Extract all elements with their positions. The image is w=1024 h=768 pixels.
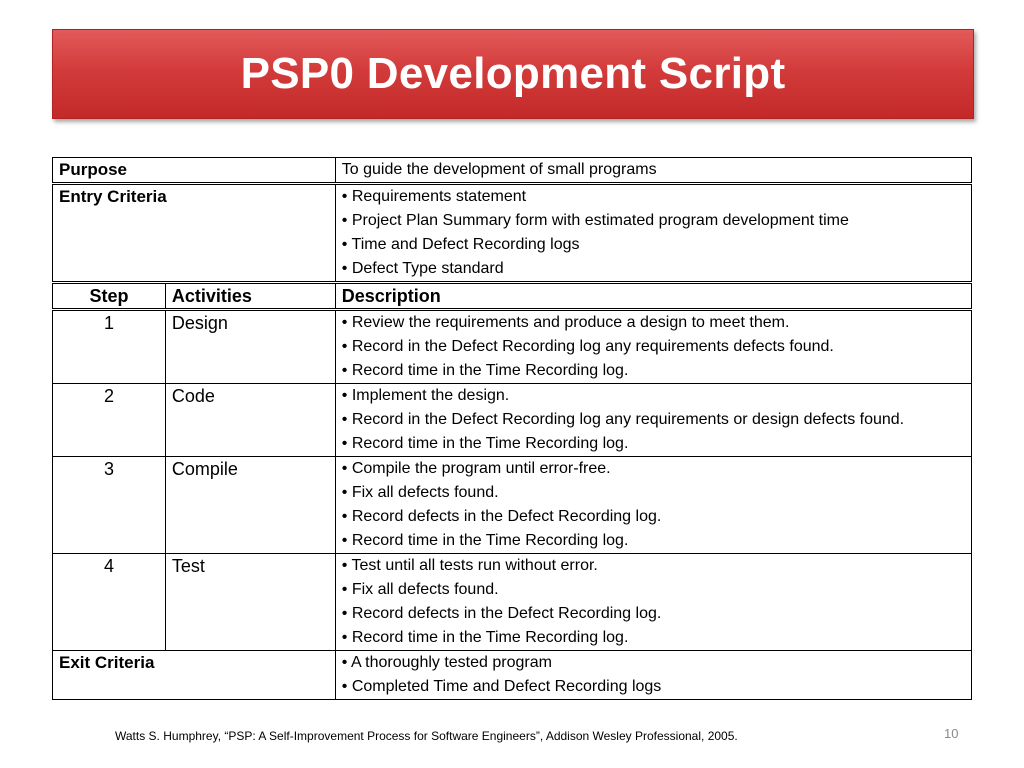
- list-item: • Time and Defect Recording logs: [342, 233, 965, 257]
- column-header-row: [53, 283, 972, 310]
- list-item: • Requirements statement: [342, 185, 965, 209]
- list-item: • Review the requirements and produce a design to meet them.: [342, 311, 965, 335]
- entry-criteria-label: Entry Criteria: [53, 184, 336, 283]
- entry-criteria-cell: [335, 184, 971, 283]
- list-item: • Record defects in the Defect Recording log.: [342, 602, 965, 626]
- list-item: • Fix all defects found.: [342, 578, 965, 602]
- list-item: • Project Plan Summary form with estimated program development time: [342, 209, 965, 233]
- step-description: [335, 554, 971, 651]
- step-header: Step: [53, 283, 166, 310]
- list-item: • Implement the design.: [342, 384, 965, 408]
- step-number: 4: [53, 554, 166, 651]
- activities-header: Activities: [165, 283, 335, 310]
- list-item: • Record time in the Time Recording log.: [342, 529, 965, 553]
- step-description-list: [342, 311, 965, 383]
- step-number: 1: [53, 310, 166, 384]
- list-item: • Defect Type standard: [342, 257, 965, 281]
- list-item: • Record in the Defect Recording log any requirements defects found.: [342, 335, 965, 359]
- step-activity: Compile: [165, 457, 335, 554]
- table-row: [53, 457, 972, 554]
- list-item: • Test until all tests run without error.: [342, 554, 965, 578]
- step-description: [335, 310, 971, 384]
- slide-number: 10: [944, 726, 959, 741]
- list-item: • Record in the Defect Recording log any requirements or design defects found.: [342, 408, 965, 432]
- table-row: [53, 310, 972, 384]
- purpose-label: Purpose: [53, 158, 336, 184]
- script-table: [52, 157, 972, 700]
- list-item: • Record time in the Time Recording log.: [342, 626, 965, 650]
- step-description-list: [342, 554, 965, 650]
- exit-criteria-list: [342, 651, 965, 699]
- list-item: • Fix all defects found.: [342, 481, 965, 505]
- list-item: • Completed Time and Defect Recording logs: [342, 675, 965, 699]
- step-description: [335, 457, 971, 554]
- entry-criteria-row: [53, 184, 972, 283]
- step-description-list: [342, 384, 965, 456]
- list-item: • Compile the program until error-free.: [342, 457, 965, 481]
- exit-criteria-label: Exit Criteria: [53, 651, 336, 700]
- purpose-row: [53, 158, 972, 184]
- table-row: [53, 554, 972, 651]
- title-banner: [52, 29, 974, 119]
- table-row: [53, 384, 972, 457]
- exit-criteria-row: [53, 651, 972, 700]
- description-header: Description: [335, 283, 971, 310]
- list-item: • Record defects in the Defect Recording log.: [342, 505, 965, 529]
- step-number: 3: [53, 457, 166, 554]
- step-activity: Design: [165, 310, 335, 384]
- purpose-text: To guide the development of small programs: [335, 158, 971, 184]
- step-activity: Code: [165, 384, 335, 457]
- list-item: • Record time in the Time Recording log.: [342, 359, 965, 383]
- list-item: • A thoroughly tested program: [342, 651, 965, 675]
- entry-criteria-list: [342, 185, 965, 281]
- step-description-list: [342, 457, 965, 553]
- step-description: [335, 384, 971, 457]
- exit-criteria-cell: [335, 651, 971, 700]
- step-number: 2: [53, 384, 166, 457]
- footer-citation: Watts S. Humphrey, “PSP: A Self-Improvement Process for Software Engineers”, Addison Wesley Professional, 2005.: [115, 729, 738, 743]
- slide-title: PSP0 Development Script: [240, 49, 786, 98]
- list-item: • Record time in the Time Recording log.: [342, 432, 965, 456]
- step-activity: Test: [165, 554, 335, 651]
